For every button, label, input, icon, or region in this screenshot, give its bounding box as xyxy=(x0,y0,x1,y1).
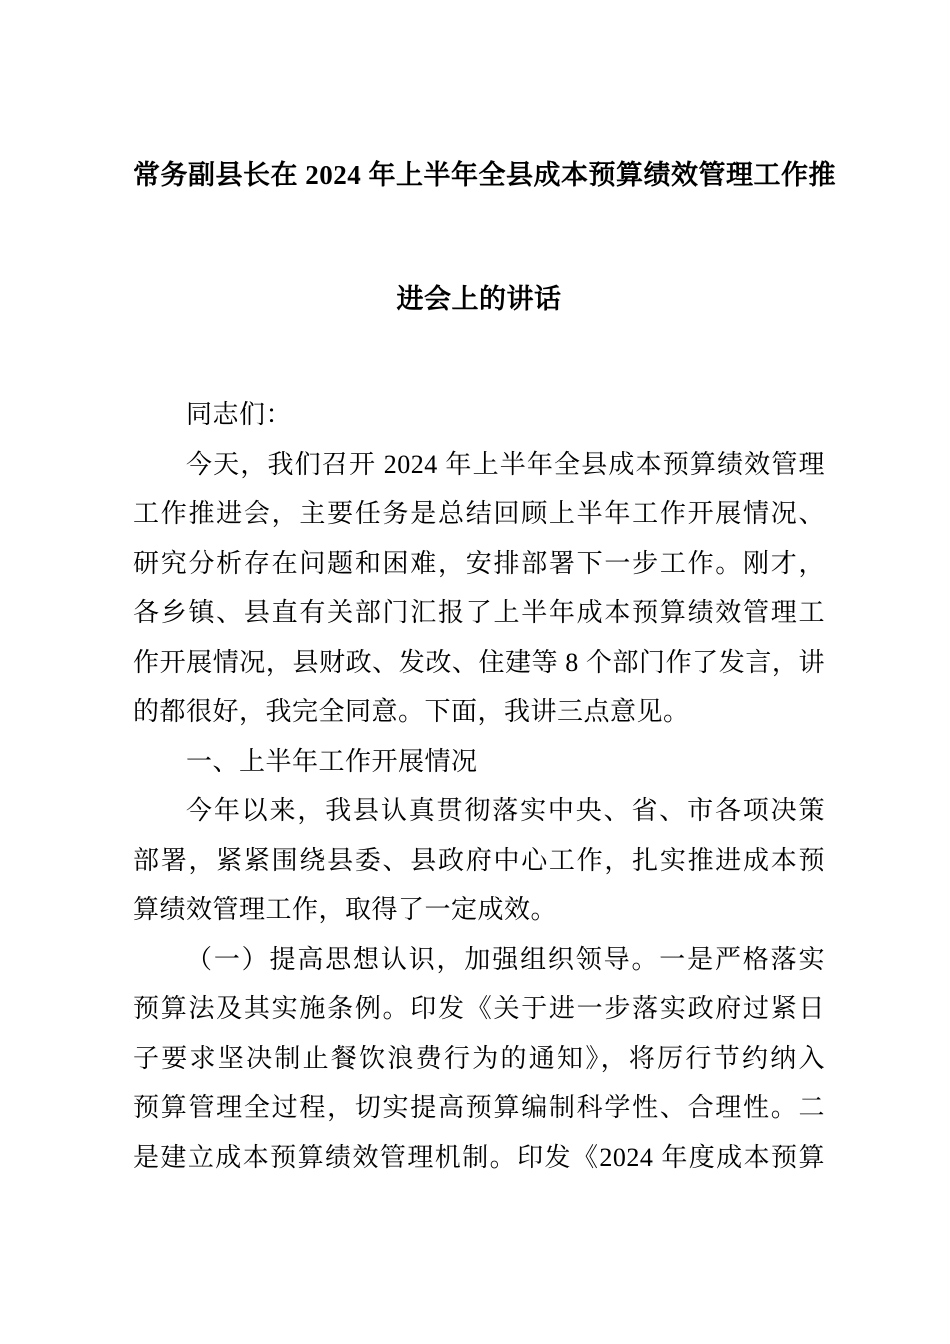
paragraph xyxy=(133,935,825,1183)
text-line: （一）提高思想认识，加强组织领导。一是严格落实 xyxy=(186,944,825,974)
document-title xyxy=(133,113,836,361)
paragraph xyxy=(133,390,825,440)
paragraph xyxy=(133,737,825,787)
text-line: 的都很好，我完全同意。下面，我讲三点意见。 xyxy=(133,697,690,726)
text-line: 算绩效管理工作，取得了一定成效。 xyxy=(133,895,558,924)
text-line: 同志们： xyxy=(186,400,293,429)
paragraph xyxy=(133,440,825,737)
text-line: 研究分析存在问题和困难，安排部署下一步工作。刚才， xyxy=(133,548,825,578)
text-line: 今年以来，我县认真贯彻落实中央、省、市各项决策 xyxy=(186,796,825,825)
text-line: 预算法及其实施条例。印发《关于进一步落实政府过紧日 xyxy=(133,994,825,1023)
text-line: 作开展情况，县财政、发改、住建等 8 个部门作了发言，讲 xyxy=(133,647,825,677)
text-line: 子要求坚决制止餐饮浪费行为的通知》，将厉行节约纳入 xyxy=(133,1043,825,1073)
paragraph xyxy=(133,786,825,935)
text-line: 工作推进会，主要任务是总结回顾上半年工作开展情况、 xyxy=(133,499,825,528)
title-line: 常务副县长在 2024 年上半年全县成本预算绩效管理工作推 xyxy=(133,160,836,190)
text-line: 各乡镇、县直有关部门汇报了上半年成本预算绩效管理工 xyxy=(133,598,825,627)
text-line: 一、上半年工作开展情况 xyxy=(186,746,478,776)
text-line: 是建立成本预算绩效管理机制。印发《2024 年度成本预算 xyxy=(133,1142,825,1172)
text-line: 部署，紧紧围绕县委、县政府中心工作，扎实推进成本预 xyxy=(133,845,825,875)
text-line: 预算管理全过程，切实提高预算编制科学性、合理性。二 xyxy=(133,1093,825,1122)
text-line: 今天，我们召开 2024 年上半年全县成本预算绩效管理 xyxy=(186,449,825,479)
document-body xyxy=(133,390,825,1182)
title-line: 进会上的讲话 xyxy=(396,284,562,314)
